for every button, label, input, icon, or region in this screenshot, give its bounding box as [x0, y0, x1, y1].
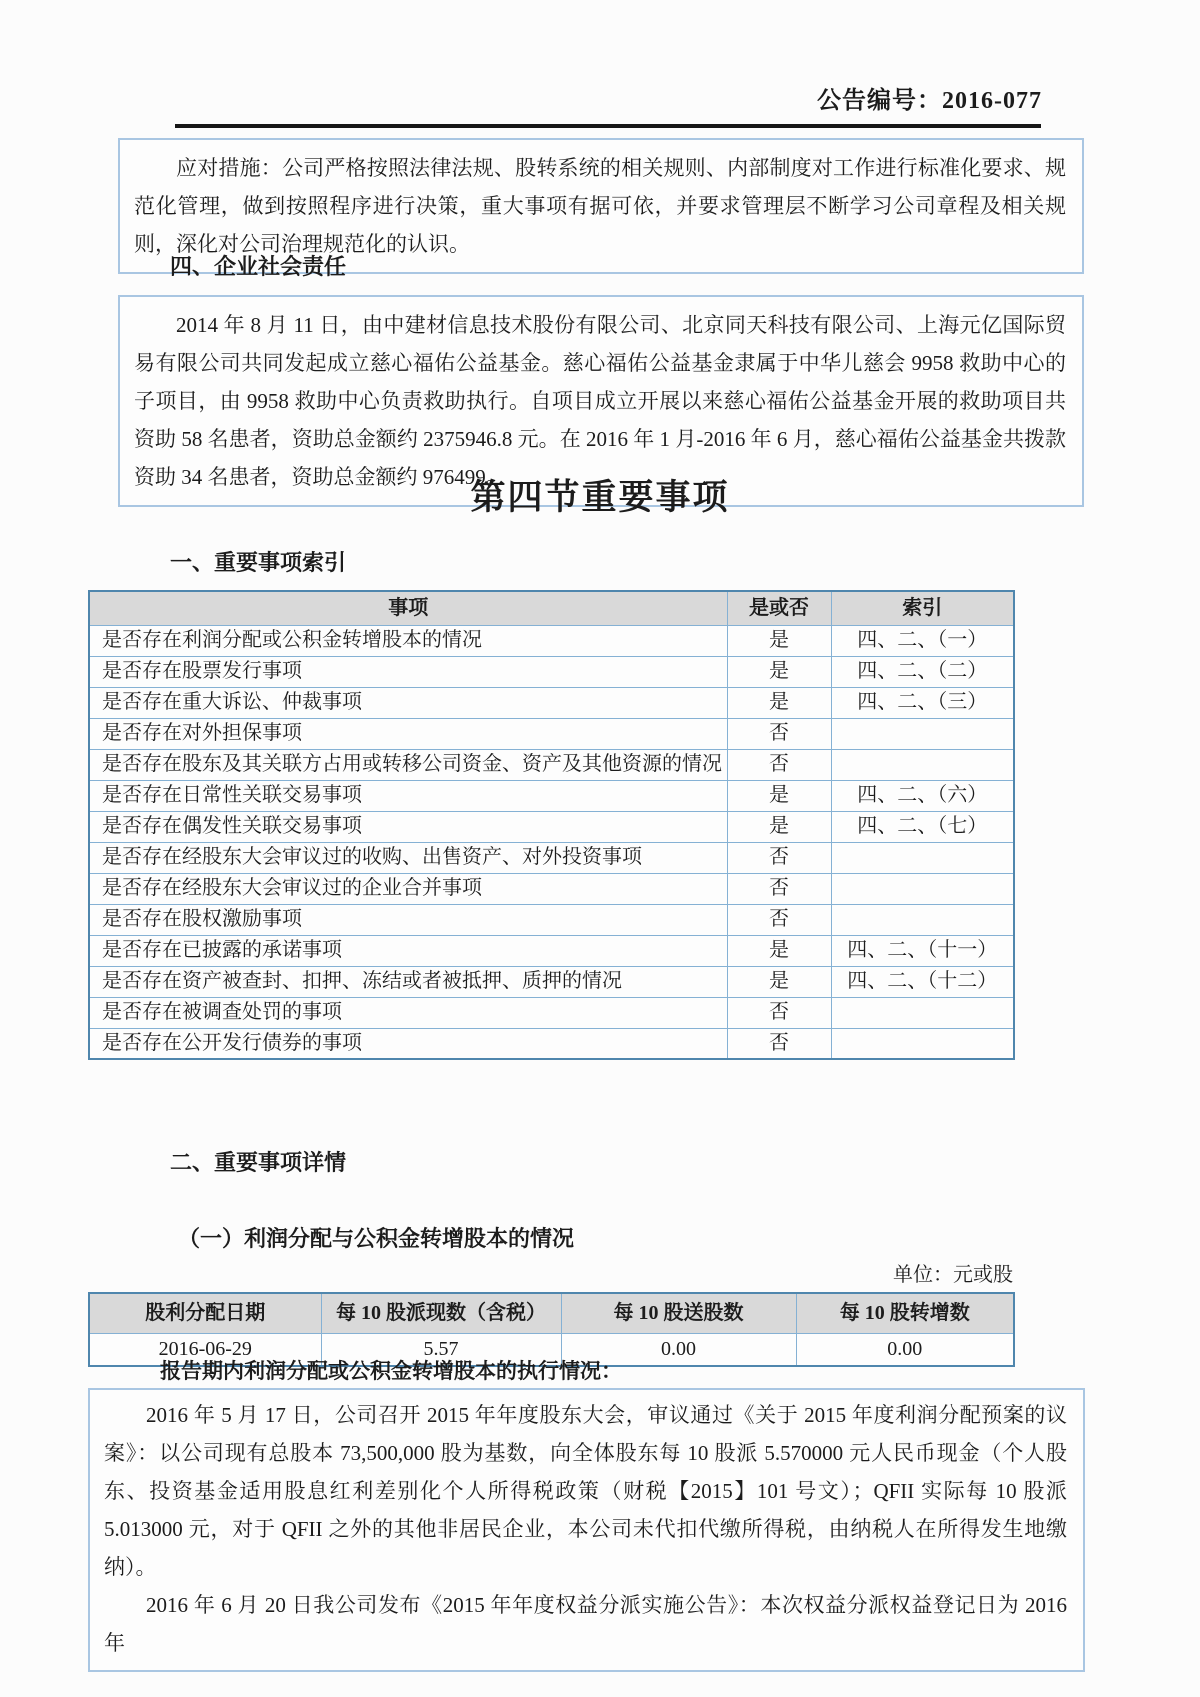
cell-yesno: 是 — [727, 780, 831, 811]
cell-item: 是否存在股票发行事项 — [89, 656, 727, 687]
execution-paragraph-2: 2016 年 6 月 20 日我公司发布《2015 年年度权益分派实施公告》：本次权益分派权益登记日为 2016 年 — [104, 1593, 1067, 1655]
table-row — [89, 935, 1014, 966]
cell-yesno: 是 — [727, 966, 831, 997]
cell-item: 是否存在已披露的承诺事项 — [89, 935, 727, 966]
cell-index — [831, 842, 1014, 873]
cell-item: 是否存在资产被查封、扣押、冻结或者被抵押、质押的情况 — [89, 966, 727, 997]
cell-item: 是否存在对外担保事项 — [89, 718, 727, 749]
column-header-item: 事项 — [89, 591, 727, 625]
cell-index: 四、二、（七） — [831, 811, 1014, 842]
cell-convert: 0.00 — [796, 1333, 1014, 1366]
cell-item: 是否存在利润分配或公积金转增股本的情况 — [89, 625, 727, 656]
column-header-cash: 每 10 股派现数（含税） — [321, 1293, 561, 1333]
cell-item: 是否存在重大诉讼、仲裁事项 — [89, 687, 727, 718]
execution-paragraph-1: 2016 年 5 月 17 日，公司召开 2015 年年度股东大会，审议通过《关于 2015 年度利润分配预案的议案》：以公司现有总股本 73,500,000 股为基数，向全体股东每 10 股派 5.570000 元人民币现金（个人股东、投资基金适用股息红利差别化个人所得税政策（财税【2015】101 号文）；QFII 实际每 10 股派 5.013000 元，对于 QFII 之外的其他非居民企业，本公司未代扣代缴所得税，由纳税人在所得发生地缴纳）。 — [104, 1403, 1067, 1579]
table-row — [89, 656, 1014, 687]
column-header-convert: 每 10 股转增数 — [796, 1293, 1014, 1333]
important-matters-index-table — [88, 590, 1015, 1060]
header-divider-line — [175, 124, 1041, 128]
cell-item: 是否存在日常性关联交易事项 — [89, 780, 727, 811]
cell-yesno: 否 — [727, 873, 831, 904]
cell-index: 四、二、（六） — [831, 780, 1014, 811]
chapter-title: 第四节重要事项 — [470, 478, 730, 517]
cell-yesno: 是 — [727, 811, 831, 842]
section-heading-important-matters-details: 二、重要事项详情 — [170, 1150, 347, 1175]
cell-bonus: 0.00 — [561, 1333, 796, 1366]
cell-index — [831, 1028, 1014, 1059]
subsection-heading-profit-distribution: （一）利润分配与公积金转增股本的情况 — [178, 1226, 575, 1251]
table-row — [89, 718, 1014, 749]
cell-index: 四、二、（二） — [831, 656, 1014, 687]
cell-date: 2016-06-29 — [89, 1333, 321, 1366]
table-row — [89, 1028, 1014, 1059]
column-header-index: 索引 — [831, 591, 1014, 625]
cell-item: 是否存在偶发性关联交易事项 — [89, 811, 727, 842]
cell-yesno: 否 — [727, 997, 831, 1028]
cell-yesno: 否 — [727, 842, 831, 873]
cell-item: 是否存在公开发行债券的事项 — [89, 1028, 727, 1059]
column-header-date: 股利分配日期 — [89, 1293, 321, 1333]
cell-index — [831, 749, 1014, 780]
table-row — [89, 687, 1014, 718]
table-row — [89, 966, 1014, 997]
table-row — [89, 749, 1014, 780]
table-header-row — [89, 591, 1014, 625]
table-row — [89, 625, 1014, 656]
column-header-bonus: 每 10 股送股数 — [561, 1293, 796, 1333]
section-heading-social-responsibility: 四、企业社会责任 — [170, 254, 347, 279]
cell-index: 四、二、（十二） — [831, 966, 1014, 997]
cell-index — [831, 873, 1014, 904]
cell-yesno: 是 — [727, 935, 831, 966]
execution-text-box — [88, 1388, 1085, 1672]
measures-paragraph: 应对措施：公司严格按照法律法规、股转系统的相关规则、内部制度对工作进行标准化要求、规范化管理，做到按照程序进行决策，重大事项有据可依，并要求管理层不断学习公司章程及相关规则，深化对公司治理规范化的认识。 — [134, 156, 1066, 256]
cell-yesno: 否 — [727, 718, 831, 749]
social-responsibility-paragraph: 2014 年 8 月 11 日，由中建材信息技术股份有限公司、北京同天科技有限公司、上海元亿国际贸易有限公司共同发起成立慈心福佑公益基金。慈心福佑公益基金隶属于中华儿慈会 9958 救助中心的子项目，由 9958 救助中心负责救助执行。自项目成立开展以来慈心福佑公益基金开展的救助项目共资助 58 名患者，资助总金额约 2375946.8 元。在 2016 年 1 月-2016 年 6 月，慈心福佑公益基金共拨款资助 34 名患者，资助总金额约 976499。 — [134, 313, 1066, 489]
execution-status-label: 报告期内利润分配或公积金转增股本的执行情况： — [160, 1359, 622, 1383]
unit-label: 单位：元或股 — [893, 1264, 1013, 1286]
cell-item: 是否存在股权激励事项 — [89, 904, 727, 935]
cell-item: 是否存在经股东大会审议过的企业合并事项 — [89, 873, 727, 904]
cell-yesno: 是 — [727, 625, 831, 656]
table-row — [89, 842, 1014, 873]
table-row — [89, 873, 1014, 904]
cell-index — [831, 904, 1014, 935]
cell-yesno: 否 — [727, 749, 831, 780]
cell-index: 四、二、（十一） — [831, 935, 1014, 966]
cell-item: 是否存在股东及其关联方占用或转移公司资金、资产及其他资源的情况 — [89, 749, 727, 780]
cell-item: 是否存在被调查处罚的事项 — [89, 997, 727, 1028]
cell-yesno: 是 — [727, 687, 831, 718]
table-row — [89, 811, 1014, 842]
cell-index: 四、二、（一） — [831, 625, 1014, 656]
announcement-number: 公告编号：2016-077 — [817, 88, 1042, 114]
cell-index — [831, 718, 1014, 749]
section-heading-important-matters-index: 一、重要事项索引 — [170, 550, 347, 575]
cell-item: 是否存在经股东大会审议过的收购、出售资产、对外投资事项 — [89, 842, 727, 873]
cell-cash: 5.57 — [321, 1333, 561, 1366]
cell-yesno: 否 — [727, 1028, 831, 1059]
cell-index: 四、二、（三） — [831, 687, 1014, 718]
table-header-row — [89, 1293, 1014, 1333]
cell-yesno: 否 — [727, 904, 831, 935]
column-header-yesno: 是或否 — [727, 591, 831, 625]
table-row — [89, 904, 1014, 935]
table-row — [89, 997, 1014, 1028]
cell-yesno: 是 — [727, 656, 831, 687]
table-row — [89, 780, 1014, 811]
cell-index — [831, 997, 1014, 1028]
